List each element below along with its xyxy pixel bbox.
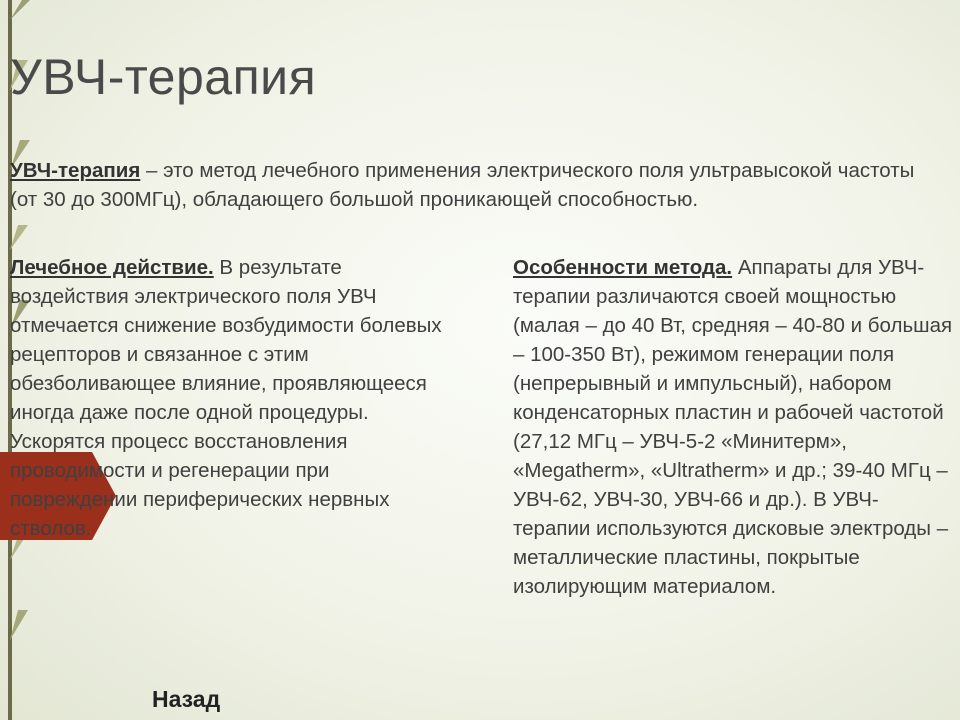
method-features-paragraph [513, 253, 953, 601]
therapeutic-effect-paragraph [10, 253, 460, 543]
therapeutic-effect-heading: Лечебное действие. [10, 256, 214, 279]
intro-term: УВЧ-терапия [10, 159, 141, 182]
method-features-text: Аппараты для УВЧ-терапии различаются своей мощностью (малая – до 40 Вт, средняя – 40-80 и большая – 100-350 Вт), режимом генерации поля (непрерывный и импульсный), набором конденсаторных пластин и рабочей частотой (27,12 МГц – УВЧ-5-2 «Минитерм», «Megatherm», «Ultratherm» и др.; 39-40 МГц – УВЧ-62, УВЧ-30, УВЧ-66 и др.). В УВЧ-терапии используются дисковые электроды – металлические пластины, покрытые изолирующим материалом. [513, 256, 953, 598]
method-features-heading: Особенности метода. [513, 256, 733, 279]
slide-title: УВЧ-терапия [10, 49, 317, 105]
intro-paragraph [10, 156, 940, 214]
intro-text: – это метод лечебного применения электрического поля ультравысокой частоты (от 30 до 300МГц), обладающего большой проникающей способностью. [10, 159, 915, 211]
therapeutic-effect-text: В результате воздействия электрического поля УВЧ отмечается снижение возбудимости болевых рецепторов и связанное с этим обезболивающее влияние, проявляющееся иногда даже после одной процедуры. Ускорятся процесс восстановления проводимости и регенерации при повреждении периферических нервных стволов. [10, 256, 442, 540]
back-link[interactable]: Назад [152, 686, 221, 712]
